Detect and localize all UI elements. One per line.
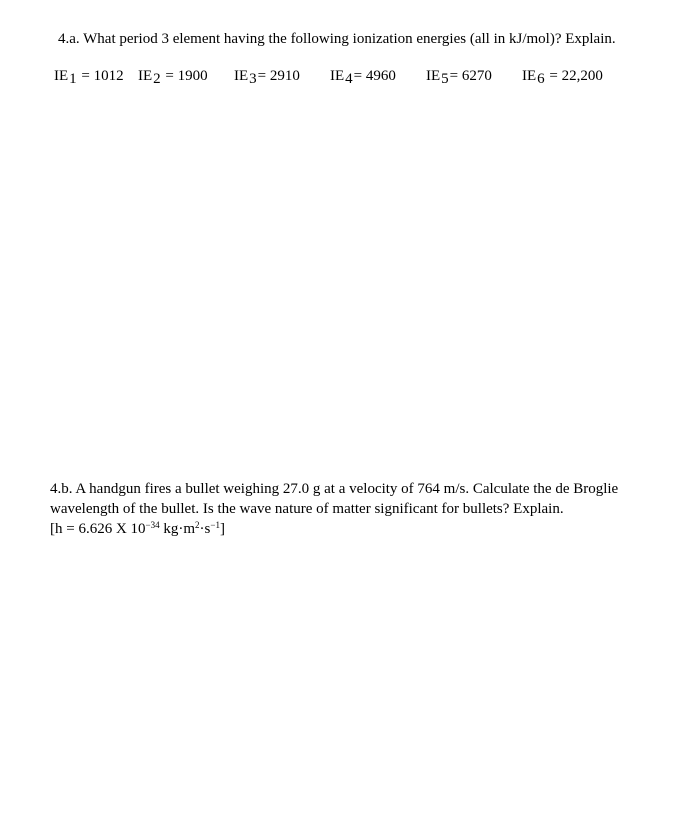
ie-subscript: 5: [441, 71, 449, 87]
constant-exponent: 2: [195, 520, 200, 530]
ionization-energy-row: [0, 66, 695, 88]
ie-value: 4960: [365, 68, 396, 84]
question-b: [50, 479, 680, 539]
ie-label: IE: [426, 68, 441, 84]
ionization-energy-2: [138, 66, 208, 86]
ionization-energy-5: [426, 66, 492, 86]
ie-separator: =: [353, 68, 366, 84]
constant-suffix: ]: [219, 521, 225, 537]
ie-label: IE: [522, 68, 537, 84]
ie-value: 6270: [461, 68, 492, 84]
ie-value: 22,200: [561, 68, 603, 84]
constant-exponent: −34: [145, 520, 160, 530]
constant-prefix: [h = 6.626 X 10: [50, 521, 146, 537]
ionization-energy-3: [234, 66, 300, 86]
ionization-energy-1: [54, 66, 124, 86]
question-a-prompt: 4.a. What period 3 element having the following ionization energies (all in kJ/mol)? Explain.: [58, 31, 616, 47]
constant-unit: kg·m: [159, 521, 196, 537]
constant-unit: ·s: [199, 521, 211, 537]
ie-separator: =: [545, 68, 562, 84]
ie-subscript: 4: [345, 71, 353, 87]
question-b-line-2: wavelength of the bullet. Is the wave nature of matter significant for bullets? Explain.: [50, 501, 564, 517]
ionization-energy-6: [522, 66, 603, 86]
ie-value: 1012: [93, 68, 124, 84]
ie-subscript: 6: [537, 71, 545, 87]
ie-subscript: 3: [249, 71, 257, 87]
constant-exponent: −1: [210, 520, 220, 530]
planck-constant: [50, 519, 680, 539]
ionization-energy-4: [330, 66, 396, 86]
ie-label: IE: [138, 68, 153, 84]
ie-value: 2910: [269, 68, 300, 84]
ie-subscript: 2: [153, 71, 161, 87]
question-b-line-1: 4.b. A handgun fires a bullet weighing 27.0 g at a velocity of 764 m/s. Calculate the de Broglie: [50, 481, 619, 497]
ie-label: IE: [54, 68, 69, 84]
ie-label: IE: [330, 68, 345, 84]
ie-value: 1900: [177, 68, 208, 84]
ie-separator: =: [77, 68, 94, 84]
ie-separator: =: [161, 68, 178, 84]
ie-subscript: 1: [69, 71, 77, 87]
ie-separator: =: [449, 68, 462, 84]
ie-label: IE: [234, 68, 249, 84]
ie-separator: =: [257, 68, 270, 84]
